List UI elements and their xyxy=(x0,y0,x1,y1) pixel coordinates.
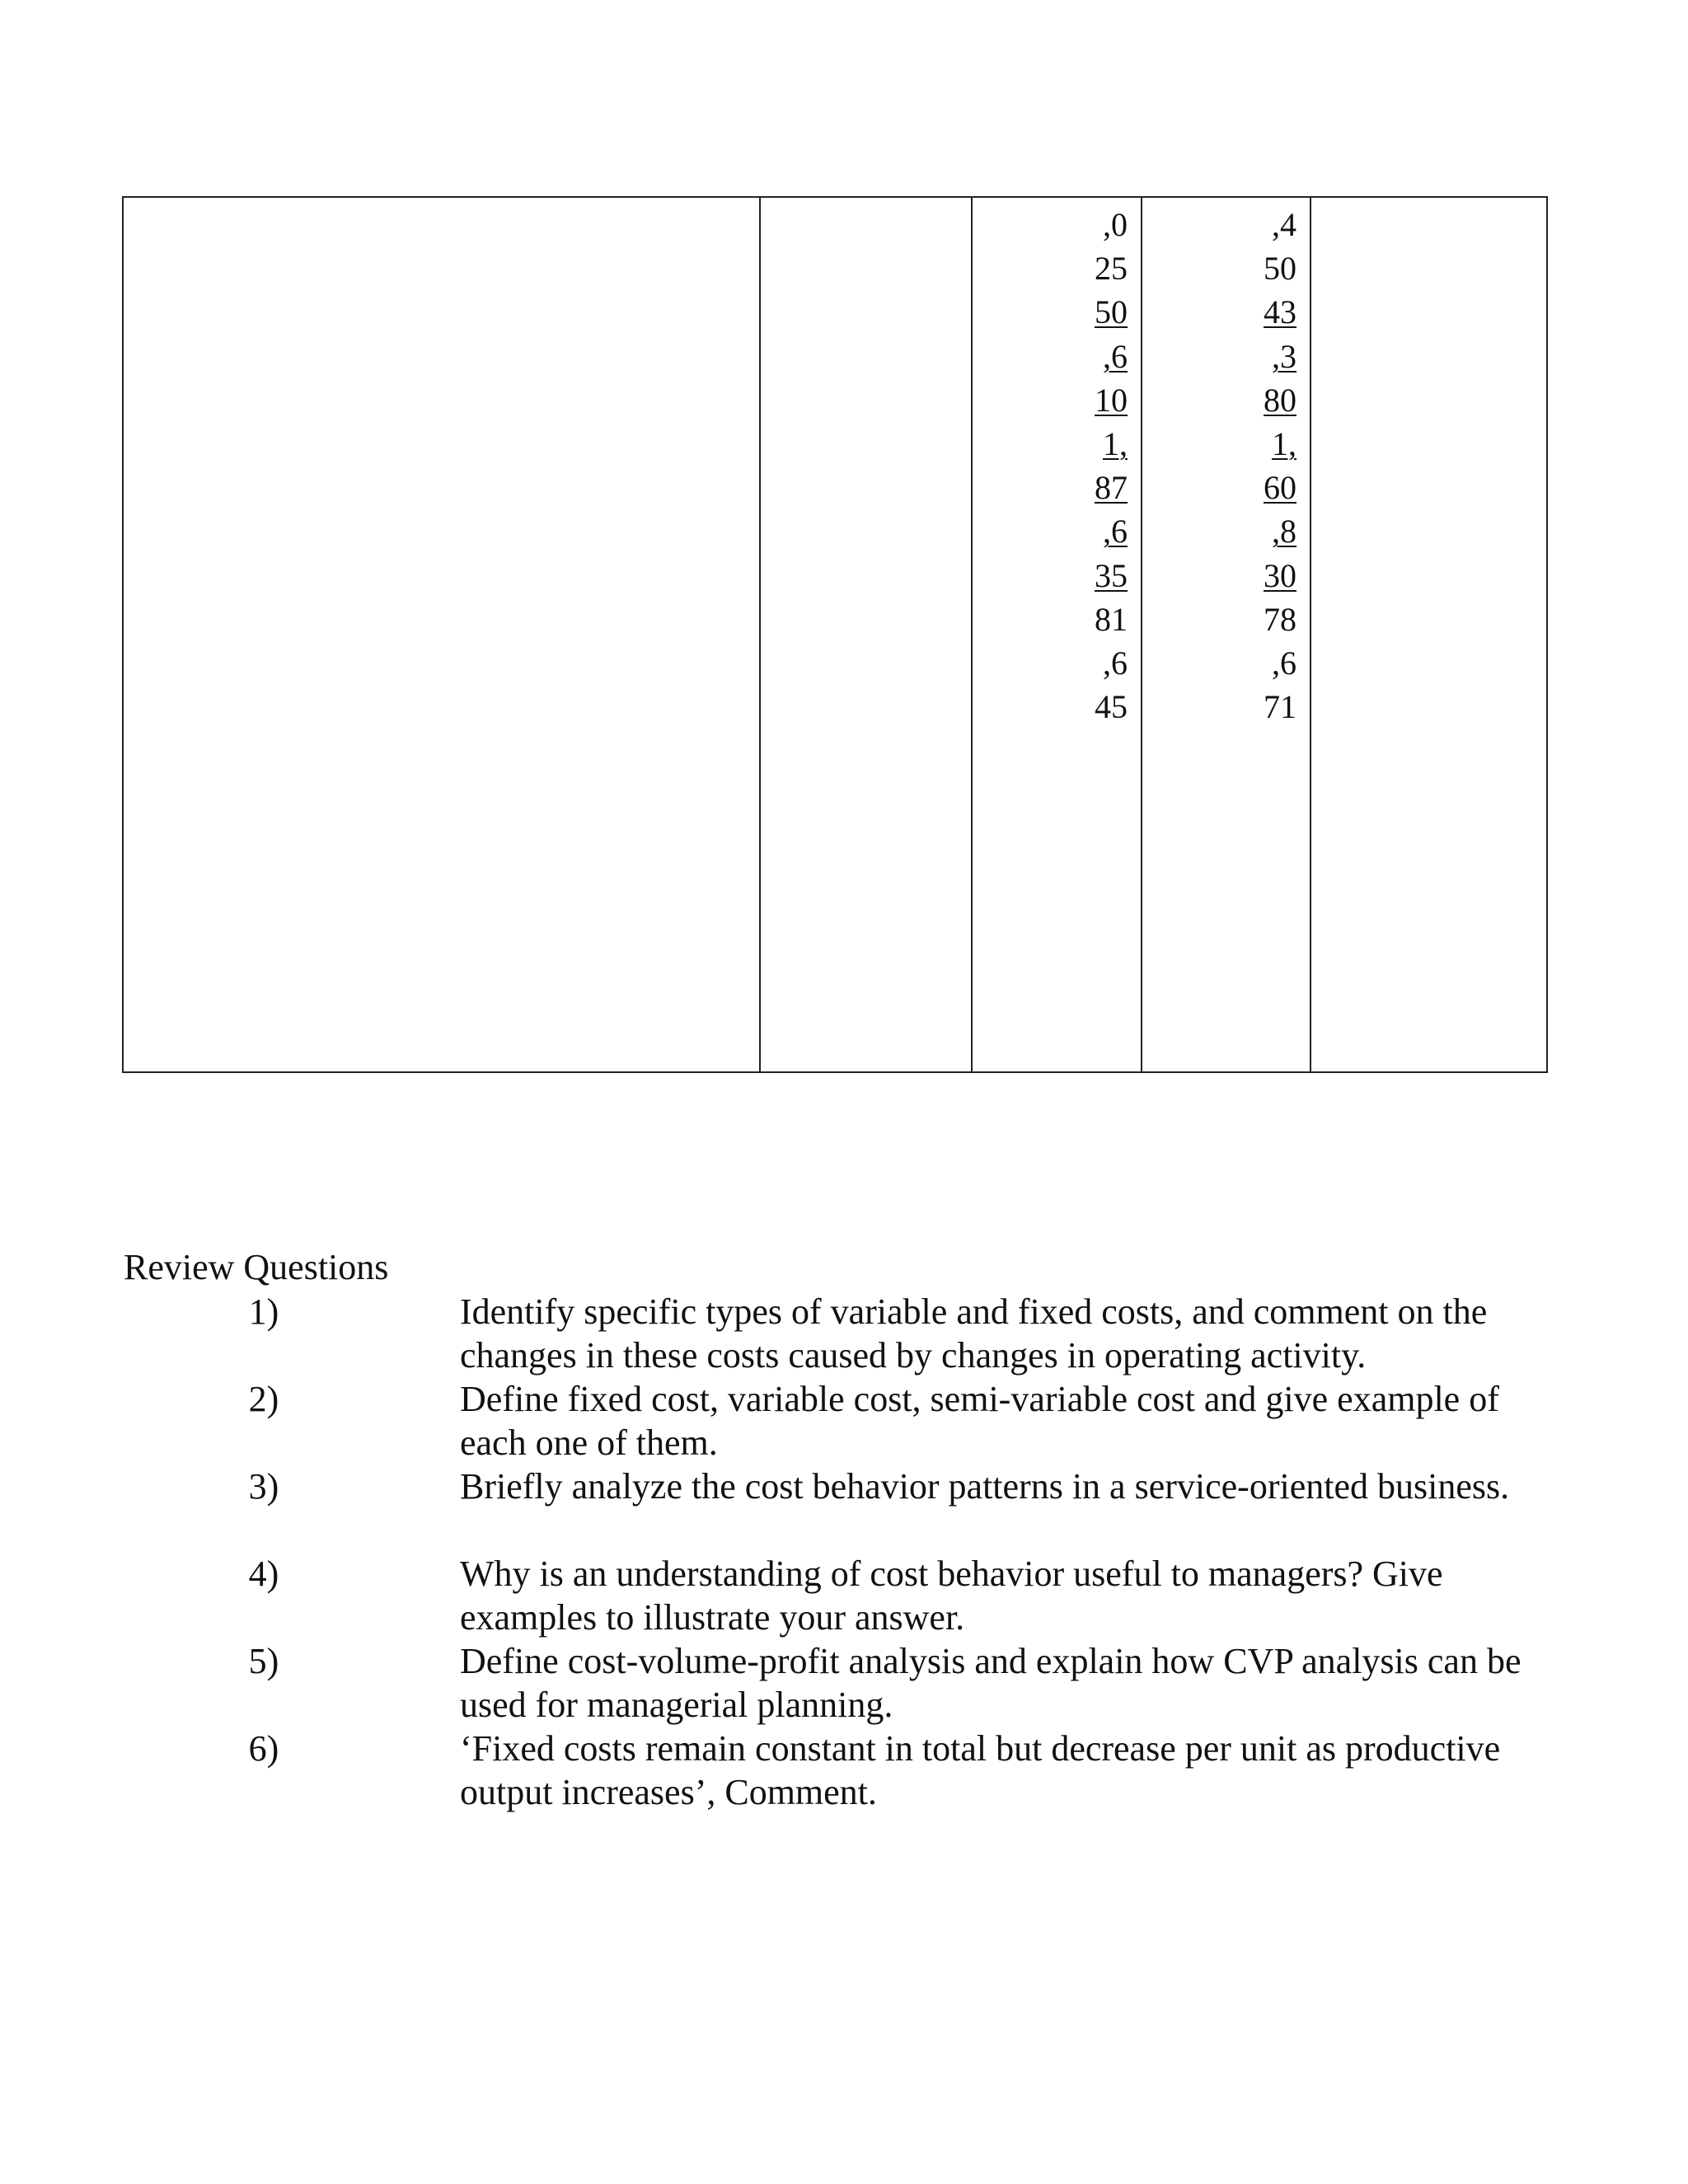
table-column-5 xyxy=(1311,198,1546,1071)
cell-value-line xyxy=(1264,466,1296,509)
cell-value-line xyxy=(1095,246,1128,290)
cell-value-line xyxy=(1095,685,1128,729)
cell-value-text: ,6 xyxy=(1103,644,1128,682)
question-text: ‘Fixed costs remain constant in total but decrease per unit as productive output increases’, Comment. xyxy=(460,1728,1501,1812)
cell-value-text: ,6 xyxy=(1272,644,1296,682)
value-stack-column-3 xyxy=(1095,203,1128,729)
cell-value-text: ,8 xyxy=(1272,513,1296,551)
cell-value-text: ,3 xyxy=(1272,337,1296,375)
cell-value-text: 35 xyxy=(1095,556,1128,594)
cell-value-text: ,6 xyxy=(1103,513,1128,551)
cell-value-line xyxy=(1095,641,1128,685)
cell-value-line xyxy=(1095,422,1128,466)
cell-value-line xyxy=(1264,203,1296,246)
cell-value-line xyxy=(1095,466,1128,509)
question-number: 2) xyxy=(248,1379,279,1419)
cell-value-text: 1, xyxy=(1103,425,1128,463)
cell-value-text: 81 xyxy=(1095,600,1128,638)
cell-value-text: 87 xyxy=(1095,469,1128,507)
question-text: Define cost-volume-profit analysis and explain how CVP analysis can be used for managerial planning. xyxy=(460,1641,1522,1725)
cell-value-text: 10 xyxy=(1095,381,1128,419)
cell-value-line xyxy=(1264,246,1296,290)
cell-value-line xyxy=(1264,598,1296,641)
question-number: 6) xyxy=(248,1728,279,1769)
cell-value-text: 25 xyxy=(1095,250,1128,288)
cell-value-line xyxy=(1264,685,1296,729)
cell-value-line xyxy=(1264,641,1296,685)
cell-value-line xyxy=(1095,378,1128,422)
table-column-3 xyxy=(973,198,1142,1071)
cell-value-text: 50 xyxy=(1095,293,1128,331)
cell-value-text: ,4 xyxy=(1272,206,1296,243)
cell-value-line xyxy=(1264,378,1296,422)
table-column-2 xyxy=(761,198,973,1071)
question-text: Identify specific types of variable and fixed costs, and comment on the changes in these costs caused by changes in operating activity. xyxy=(460,1291,1488,1376)
cell-value-line xyxy=(1264,509,1296,553)
question-number: 4) xyxy=(248,1554,279,1594)
table-column-4 xyxy=(1142,198,1311,1071)
cell-value-text: 60 xyxy=(1264,469,1296,507)
question-number: 3) xyxy=(248,1466,279,1507)
data-table xyxy=(122,196,1548,1073)
cell-value-line xyxy=(1264,554,1296,598)
cell-value-text: 1, xyxy=(1272,425,1296,463)
cell-value-text: 78 xyxy=(1264,600,1296,638)
table-column-1 xyxy=(124,198,761,1071)
question-text: Define fixed cost, variable cost, semi-variable cost and give example of each one of them. xyxy=(460,1379,1499,1463)
cell-value-line xyxy=(1264,335,1296,378)
cell-value-text: 30 xyxy=(1264,556,1296,594)
cell-value-text: 71 xyxy=(1264,688,1296,726)
cell-value-line xyxy=(1095,554,1128,598)
cell-value-text: 80 xyxy=(1264,381,1296,419)
question-number: 5) xyxy=(248,1641,279,1681)
question-number: 1) xyxy=(248,1291,279,1332)
cell-value-text: 43 xyxy=(1264,293,1296,331)
question-text: Why is an understanding of cost behavior useful to managers? Give examples to illustrate your answer. xyxy=(460,1554,1443,1638)
cell-value-text: 45 xyxy=(1095,688,1128,726)
review-questions-heading: Review Questions xyxy=(124,1247,389,1287)
question-text: Briefly analyze the cost behavior patterns in a service-oriented business. xyxy=(460,1466,1510,1507)
cell-value-text: ,0 xyxy=(1103,206,1128,243)
cell-value-text: 50 xyxy=(1264,250,1296,288)
cell-value-line xyxy=(1264,290,1296,334)
cell-value-text: ,6 xyxy=(1103,337,1128,375)
cell-value-line xyxy=(1095,203,1128,246)
cell-value-line xyxy=(1095,335,1128,378)
value-stack-column-4 xyxy=(1264,203,1296,729)
cell-value-line xyxy=(1095,509,1128,553)
cell-value-line xyxy=(1095,598,1128,641)
cell-value-line xyxy=(1095,290,1128,334)
cell-value-line xyxy=(1264,422,1296,466)
